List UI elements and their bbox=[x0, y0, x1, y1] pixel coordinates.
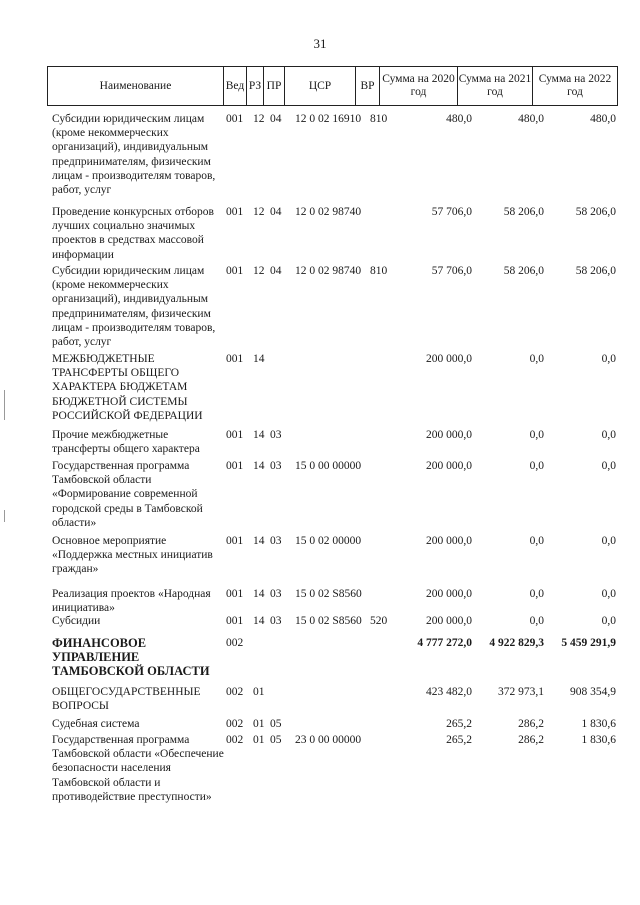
row-name: Судебная система bbox=[52, 718, 140, 730]
row-name: Субсидии юридическим лицам (кроме некоммерческих организаций), индивидуальным предпринимателям, физическим лицам - производителям товаров, работ, услуг bbox=[52, 113, 216, 197]
row-name: Субсидии юридическим лицам (кроме некоммерческих организаций), индивидуальным предпринимателям, физическим лицам - производителям товаров, работ, услуг bbox=[52, 265, 216, 349]
row-csr: 23 0 00 00000 bbox=[295, 734, 362, 746]
row-vr: 810 bbox=[370, 113, 388, 125]
row-sum-2021: 0,0 bbox=[529, 353, 544, 365]
row-pr: 03 bbox=[270, 588, 282, 600]
row-rz: 01 bbox=[253, 686, 265, 698]
row-sum-2022: 480,0 bbox=[590, 113, 616, 125]
row-rz: 14 bbox=[253, 353, 265, 365]
row-pr: 04 bbox=[270, 265, 282, 277]
row-name: Проведение конкурсных отборов лучших социально значимых проектов в средствах массовой информации bbox=[52, 206, 214, 261]
row-rz: 14 bbox=[253, 588, 265, 600]
row-sum-2022: 1 830,6 bbox=[581, 718, 616, 730]
row-pr: 04 bbox=[270, 113, 282, 125]
row-sum-2021: 480,0 bbox=[518, 113, 544, 125]
row-name: Основное мероприятие «Поддержка местных инициатив граждан» bbox=[52, 535, 213, 576]
row-sum-2020: 200 000,0 bbox=[426, 429, 472, 441]
row-sum-2020: 480,0 bbox=[446, 113, 472, 125]
row-sum-2020: 200 000,0 bbox=[426, 615, 472, 627]
row-name: ОБЩЕГОСУДАРСТВЕННЫЕ ВОПРОСЫ bbox=[52, 686, 201, 713]
row-ved: 002 bbox=[226, 734, 244, 746]
row-pr: 03 bbox=[270, 615, 282, 627]
row-sum-2021: 0,0 bbox=[529, 615, 544, 627]
margin-mark bbox=[4, 510, 5, 522]
row-csr: 12 0 02 98740 bbox=[295, 206, 362, 218]
table-header bbox=[47, 66, 618, 106]
row-sum-2022: 58 206,0 bbox=[575, 265, 616, 277]
row-ved: 002 bbox=[226, 686, 244, 698]
row-sum-2021: 286,2 bbox=[518, 718, 544, 730]
row-sum-2022: 5 459 291,9 bbox=[561, 637, 616, 649]
row-name: Субсидии bbox=[52, 615, 101, 627]
header-vr: ВР bbox=[356, 67, 380, 105]
row-name: Реализация проектов «Народная инициатива» bbox=[52, 588, 211, 615]
row-sum-2020: 57 706,0 bbox=[431, 206, 472, 218]
row-sum-2021: 0,0 bbox=[529, 460, 544, 472]
row-csr: 12 0 02 98740 bbox=[295, 265, 362, 277]
margin-mark bbox=[4, 390, 5, 420]
row-ved: 001 bbox=[226, 460, 244, 472]
row-ved: 001 bbox=[226, 615, 244, 627]
row-sum-2021: 286,2 bbox=[518, 734, 544, 746]
row-ved: 001 bbox=[226, 588, 244, 600]
row-vr: 810 bbox=[370, 265, 388, 277]
row-sum-2020: 57 706,0 bbox=[431, 265, 472, 277]
row-sum-2020: 4 777 272,0 bbox=[417, 637, 472, 649]
header-sum-2021: Сумма на 2021 год bbox=[458, 67, 533, 105]
header-ved: Вед bbox=[224, 67, 247, 105]
row-rz: 12 bbox=[253, 113, 265, 125]
row-sum-2020: 423 482,0 bbox=[426, 686, 472, 698]
row-name: Государственная программа Тамбовской области «Обеспечение безопасности населения Тамбовской области и противодействие преступности» bbox=[52, 734, 224, 803]
row-sum-2020: 200 000,0 bbox=[426, 535, 472, 547]
row-rz: 12 bbox=[253, 206, 265, 218]
row-rz: 01 bbox=[253, 718, 265, 730]
row-ved: 001 bbox=[226, 265, 244, 277]
row-rz: 01 bbox=[253, 734, 265, 746]
row-sum-2022: 1 830,6 bbox=[581, 734, 616, 746]
row-sum-2022: 908 354,9 bbox=[570, 686, 616, 698]
header-csr: ЦСР bbox=[285, 67, 356, 105]
row-sum-2022: 0,0 bbox=[601, 615, 616, 627]
row-csr: 15 0 00 00000 bbox=[295, 460, 362, 472]
row-sum-2022: 0,0 bbox=[601, 535, 616, 547]
header-sum-2020: Сумма на 2020 год bbox=[380, 67, 458, 105]
row-sum-2021: 0,0 bbox=[529, 429, 544, 441]
row-sum-2022: 58 206,0 bbox=[575, 206, 616, 218]
row-sum-2021: 58 206,0 bbox=[503, 206, 544, 218]
row-pr: 05 bbox=[270, 718, 282, 730]
row-name: МЕЖБЮДЖЕТНЫЕ ТРАНСФЕРТЫ ОБЩЕГО ХАРАКТЕРА БЮДЖЕТАМ БЮДЖЕТНОЙ СИСТЕМЫ РОССИЙСКОЙ ФЕДЕРАЦИИ bbox=[52, 353, 203, 422]
row-vr: 520 bbox=[370, 615, 388, 627]
row-ved: 002 bbox=[226, 637, 244, 649]
row-name: Прочие межбюджетные трансферты общего характера bbox=[52, 429, 200, 456]
row-ved: 002 bbox=[226, 718, 244, 730]
row-sum-2020: 265,2 bbox=[446, 734, 472, 746]
row-ved: 001 bbox=[226, 353, 244, 365]
row-csr: 15 0 02 S8560 bbox=[295, 615, 362, 627]
row-sum-2020: 200 000,0 bbox=[426, 588, 472, 600]
header-rz: РЗ bbox=[247, 67, 264, 105]
row-sum-2020: 200 000,0 bbox=[426, 353, 472, 365]
row-sum-2022: 0,0 bbox=[601, 429, 616, 441]
row-sum-2021: 0,0 bbox=[529, 535, 544, 547]
row-rz: 14 bbox=[253, 429, 265, 441]
row-sum-2021: 4 922 829,3 bbox=[489, 637, 544, 649]
header-sum-2022: Сумма на 2022 год bbox=[538, 73, 612, 98]
row-pr: 03 bbox=[270, 460, 282, 472]
row-pr: 03 bbox=[270, 429, 282, 441]
row-name: ФИНАНСОВОЕ УПРАВЛЕНИЕ ТАМБОВСКОЙ ОБЛАСТИ bbox=[52, 636, 210, 678]
row-ved: 001 bbox=[226, 429, 244, 441]
row-sum-2021: 372 973,1 bbox=[498, 686, 544, 698]
row-ved: 001 bbox=[226, 206, 244, 218]
row-rz: 14 bbox=[253, 460, 265, 472]
header-name: Наименование bbox=[48, 67, 224, 105]
row-ved: 001 bbox=[226, 535, 244, 547]
row-ved: 001 bbox=[226, 113, 244, 125]
row-sum-2020: 265,2 bbox=[446, 718, 472, 730]
row-sum-2022: 0,0 bbox=[601, 588, 616, 600]
row-pr: 05 bbox=[270, 734, 282, 746]
row-sum-2021: 0,0 bbox=[529, 588, 544, 600]
header-pr: ПР bbox=[264, 67, 285, 105]
row-sum-2021: 58 206,0 bbox=[503, 265, 544, 277]
row-pr: 04 bbox=[270, 206, 282, 218]
row-rz: 14 bbox=[253, 615, 265, 627]
row-rz: 12 bbox=[253, 265, 265, 277]
row-sum-2022: 0,0 bbox=[601, 460, 616, 472]
row-csr: 15 0 02 00000 bbox=[295, 535, 362, 547]
row-pr: 03 bbox=[270, 535, 282, 547]
row-csr: 12 0 02 16910 bbox=[295, 113, 362, 125]
row-name: Государственная программа Тамбовской области «Формирование современной городской среды в Тамбовской области» bbox=[52, 460, 203, 529]
row-sum-2020: 200 000,0 bbox=[426, 460, 472, 472]
page-number: 31 bbox=[313, 36, 327, 51]
row-csr: 15 0 02 S8560 bbox=[295, 588, 362, 600]
row-rz: 14 bbox=[253, 535, 265, 547]
row-sum-2022: 0,0 bbox=[601, 353, 616, 365]
